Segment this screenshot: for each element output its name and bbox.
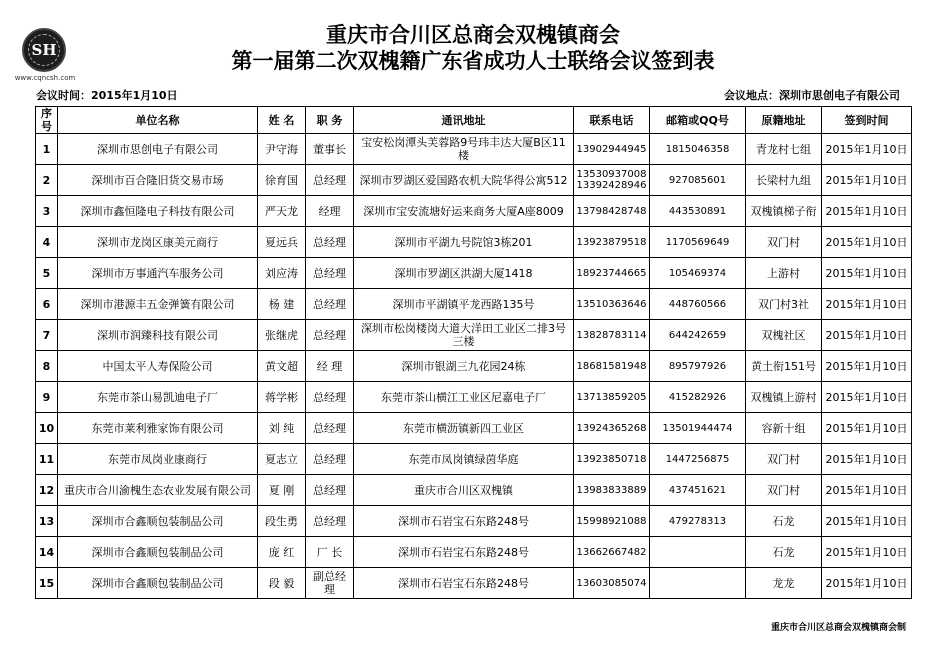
header-email: 邮箱或QQ号 xyxy=(650,107,746,134)
cell-email: 1447256875 xyxy=(650,444,746,475)
cell-email: 437451621 xyxy=(650,475,746,506)
cell-time: 2015年1月10日 xyxy=(822,475,912,506)
cell-time: 2015年1月10日 xyxy=(822,165,912,196)
cell-phone: 13923850718 xyxy=(574,444,650,475)
cell-no: 12 xyxy=(36,475,58,506)
sign-in-table xyxy=(35,106,912,599)
title-line-1: 重庆市合川区总商会双槐镇商会 xyxy=(326,22,620,47)
header-phone: 联系电话 xyxy=(574,107,650,134)
cell-no: 3 xyxy=(36,196,58,227)
table-row xyxy=(36,413,912,444)
table-row xyxy=(36,165,912,196)
logo-url: www.cqncsh.com xyxy=(14,74,76,82)
table-row xyxy=(36,475,912,506)
table-row xyxy=(36,258,912,289)
cell-time: 2015年1月10日 xyxy=(822,382,912,413)
cell-time: 2015年1月10日 xyxy=(822,320,912,351)
cell-address: 深圳市宝安流塘好运来商务大厦A座8009 xyxy=(354,196,574,227)
cell-no: 8 xyxy=(36,351,58,382)
cell-phone: 13828783114 xyxy=(574,320,650,351)
cell-time: 2015年1月10日 xyxy=(822,227,912,258)
title-line-2: 第一届第二次双槐籍广东省成功人士联络会议签到表 xyxy=(231,48,715,73)
cell-address: 深圳市石岩宝石东路248号 xyxy=(354,506,574,537)
cell-unit: 深圳市合鑫顺包装制品公司 xyxy=(58,537,258,568)
header-origin: 原籍地址 xyxy=(746,107,822,134)
cell-time: 2015年1月10日 xyxy=(822,258,912,289)
table-row xyxy=(36,382,912,413)
cell-unit: 深圳市润臻科技有限公司 xyxy=(58,320,258,351)
cell-origin: 双门村 xyxy=(746,475,822,506)
cell-no: 9 xyxy=(36,382,58,413)
cell-no: 7 xyxy=(36,320,58,351)
cell-phone: 15998921088 xyxy=(574,506,650,537)
cell-phone: 13902944945 xyxy=(574,134,650,165)
table-row xyxy=(36,351,912,382)
table-row xyxy=(36,227,912,258)
cell-address: 深圳市平湖九号院馆3栋201 xyxy=(354,227,574,258)
cell-unit: 深圳市百合隆旧货交易市场 xyxy=(58,165,258,196)
cell-title: 总经理 xyxy=(306,413,354,444)
cell-address: 东莞市横沥镇新四工业区 xyxy=(354,413,574,444)
cell-phone: 13923879518 xyxy=(574,227,650,258)
cell-address: 东莞市茶山横江工业区尼嘉电子厂 xyxy=(354,382,574,413)
cell-no: 6 xyxy=(36,289,58,320)
cell-no: 11 xyxy=(36,444,58,475)
cell-title: 经理 xyxy=(306,196,354,227)
cell-email xyxy=(650,568,746,599)
cell-address: 深圳市罗湖区洪湖大厦1418 xyxy=(354,258,574,289)
cell-email: 13501944474 xyxy=(650,413,746,444)
cell-address: 深圳市罗湖区爱国路农机大院华得公寓512 xyxy=(354,165,574,196)
cell-phone: 13510363646 xyxy=(574,289,650,320)
cell-title: 总经理 xyxy=(306,227,354,258)
cell-no: 14 xyxy=(36,537,58,568)
cell-origin: 长梁村九组 xyxy=(746,165,822,196)
cell-phone: 13983833889 xyxy=(574,475,650,506)
logo-mark: SH xyxy=(31,41,57,59)
cell-origin: 双门村 xyxy=(746,227,822,258)
table-row xyxy=(36,537,912,568)
cell-time: 2015年1月10日 xyxy=(822,506,912,537)
cell-unit: 东莞市凤岗业康商行 xyxy=(58,444,258,475)
cell-name: 尹守海 xyxy=(258,134,306,165)
header-address: 通讯地址 xyxy=(354,107,574,134)
cell-phone: 13713859205 xyxy=(574,382,650,413)
cell-unit: 中国太平人寿保险公司 xyxy=(58,351,258,382)
table-row xyxy=(36,568,912,599)
cell-time: 2015年1月10日 xyxy=(822,413,912,444)
header-name: 姓 名 xyxy=(258,107,306,134)
cell-email: 1815046358 xyxy=(650,134,746,165)
meeting-meta xyxy=(36,87,900,103)
cell-title: 总经理 xyxy=(306,382,354,413)
cell-phone: 13924365268 xyxy=(574,413,650,444)
cell-time: 2015年1月10日 xyxy=(822,134,912,165)
document-title xyxy=(0,22,946,74)
cell-origin: 双槐镇梯子衔 xyxy=(746,196,822,227)
cell-origin: 容新十组 xyxy=(746,413,822,444)
header-title: 职 务 xyxy=(306,107,354,134)
cell-email: 448760566 xyxy=(650,289,746,320)
table-row xyxy=(36,196,912,227)
cell-title: 总经理 xyxy=(306,258,354,289)
cell-origin: 黄土衔151号 xyxy=(746,351,822,382)
cell-phone: 13798428748 xyxy=(574,196,650,227)
cell-title: 厂 长 xyxy=(306,537,354,568)
cell-title: 总经理 xyxy=(306,320,354,351)
cell-address: 深圳市银湖三九花园24栋 xyxy=(354,351,574,382)
cell-email: 415282926 xyxy=(650,382,746,413)
cell-name: 严天龙 xyxy=(258,196,306,227)
cell-title: 董事长 xyxy=(306,134,354,165)
cell-time: 2015年1月10日 xyxy=(822,537,912,568)
cell-address: 东莞市凤岗镇绿茵华庭 xyxy=(354,444,574,475)
cell-unit: 深圳市龙岗区康美元商行 xyxy=(58,227,258,258)
cell-unit: 深圳市鑫恒隆电子科技有限公司 xyxy=(58,196,258,227)
cell-time: 2015年1月10日 xyxy=(822,351,912,382)
cell-no: 4 xyxy=(36,227,58,258)
cell-origin: 石龙 xyxy=(746,537,822,568)
cell-email: 895797926 xyxy=(650,351,746,382)
cell-origin: 双门村3社 xyxy=(746,289,822,320)
cell-title: 总经理 xyxy=(306,289,354,320)
cell-email: 644242659 xyxy=(650,320,746,351)
header-no: 序号 xyxy=(36,107,58,134)
cell-phone: 18923744665 xyxy=(574,258,650,289)
cell-title: 经 理 xyxy=(306,351,354,382)
cell-phone: 13662667482 xyxy=(574,537,650,568)
table-row xyxy=(36,289,912,320)
cell-unit: 重庆市合川渝槐生态农业发展有限公司 xyxy=(58,475,258,506)
cell-email: 105469374 xyxy=(650,258,746,289)
cell-email: 1170569649 xyxy=(650,227,746,258)
header-unit: 单位名称 xyxy=(58,107,258,134)
cell-origin: 青龙村七组 xyxy=(746,134,822,165)
table-row xyxy=(36,506,912,537)
cell-title: 总经理 xyxy=(306,444,354,475)
cell-address: 宝安松岗潭头芙蓉路9号玮丰达大厦B区11楼 xyxy=(354,134,574,165)
cell-time: 2015年1月10日 xyxy=(822,196,912,227)
cell-title: 总经理 xyxy=(306,506,354,537)
cell-name: 夏远兵 xyxy=(258,227,306,258)
cell-name: 刘应涛 xyxy=(258,258,306,289)
cell-no: 1 xyxy=(36,134,58,165)
cell-origin: 双槐镇上游村 xyxy=(746,382,822,413)
cell-name: 刘 纯 xyxy=(258,413,306,444)
cell-origin: 龙龙 xyxy=(746,568,822,599)
cell-name: 徐育国 xyxy=(258,165,306,196)
cell-name: 庞 红 xyxy=(258,537,306,568)
cell-no: 10 xyxy=(36,413,58,444)
cell-unit: 深圳市思创电子有限公司 xyxy=(58,134,258,165)
cell-name: 夏志立 xyxy=(258,444,306,475)
cell-title: 总经理 xyxy=(306,165,354,196)
cell-name: 夏 刚 xyxy=(258,475,306,506)
cell-name: 杨 建 xyxy=(258,289,306,320)
cell-no: 15 xyxy=(36,568,58,599)
cell-name: 段 毅 xyxy=(258,568,306,599)
cell-unit: 深圳市万事通汽车服务公司 xyxy=(58,258,258,289)
cell-time: 2015年1月10日 xyxy=(822,289,912,320)
cell-phone: 13530937008 13392428946 xyxy=(574,165,650,196)
cell-time: 2015年1月10日 xyxy=(822,444,912,475)
meeting-time: 会议时间：2015年1月10日 xyxy=(36,89,178,102)
cell-name: 蒋学彬 xyxy=(258,382,306,413)
cell-name: 段生勇 xyxy=(258,506,306,537)
cell-unit: 东莞市茶山易凯迪电子厂 xyxy=(58,382,258,413)
cell-email: 479278313 xyxy=(650,506,746,537)
table-row xyxy=(36,134,912,165)
table-header-row xyxy=(36,107,912,134)
cell-title: 总经理 xyxy=(306,475,354,506)
cell-address: 深圳市石岩宝石东路248号 xyxy=(354,568,574,599)
cell-email: 443530891 xyxy=(650,196,746,227)
cell-no: 2 xyxy=(36,165,58,196)
cell-unit: 深圳市合鑫顺包装制品公司 xyxy=(58,568,258,599)
cell-email: 927085601 xyxy=(650,165,746,196)
cell-origin: 石龙 xyxy=(746,506,822,537)
cell-unit: 深圳市合鑫顺包装制品公司 xyxy=(58,506,258,537)
cell-phone: 13603085074 xyxy=(574,568,650,599)
cell-address: 深圳市松岗楼岗大道大洋田工业区二排3号三楼 xyxy=(354,320,574,351)
table-row xyxy=(36,320,912,351)
cell-email xyxy=(650,537,746,568)
cell-no: 13 xyxy=(36,506,58,537)
cell-origin: 双槐社区 xyxy=(746,320,822,351)
cell-time: 2015年1月10日 xyxy=(822,568,912,599)
cell-address: 重庆市合川区双槐镇 xyxy=(354,475,574,506)
cell-title: 副总经理 xyxy=(306,568,354,599)
meeting-place: 会议地点：深圳市思创电子有限公司 xyxy=(724,89,900,102)
cell-address: 深圳市平湖镇平龙西路135号 xyxy=(354,289,574,320)
cell-name: 黄文超 xyxy=(258,351,306,382)
cell-name: 张继虎 xyxy=(258,320,306,351)
cell-origin: 上游村 xyxy=(746,258,822,289)
cell-unit: 东莞市莱利雅家饰有限公司 xyxy=(58,413,258,444)
cell-address: 深圳市石岩宝石东路248号 xyxy=(354,537,574,568)
cell-unit: 深圳市港源丰五金弹簧有限公司 xyxy=(58,289,258,320)
cell-no: 5 xyxy=(36,258,58,289)
cell-phone: 18681581948 xyxy=(574,351,650,382)
header-time: 签到时间 xyxy=(822,107,912,134)
footer-note: 重庆市合川区总商会双槐镇商会制 xyxy=(770,623,906,633)
cell-origin: 双门村 xyxy=(746,444,822,475)
table-row xyxy=(36,444,912,475)
